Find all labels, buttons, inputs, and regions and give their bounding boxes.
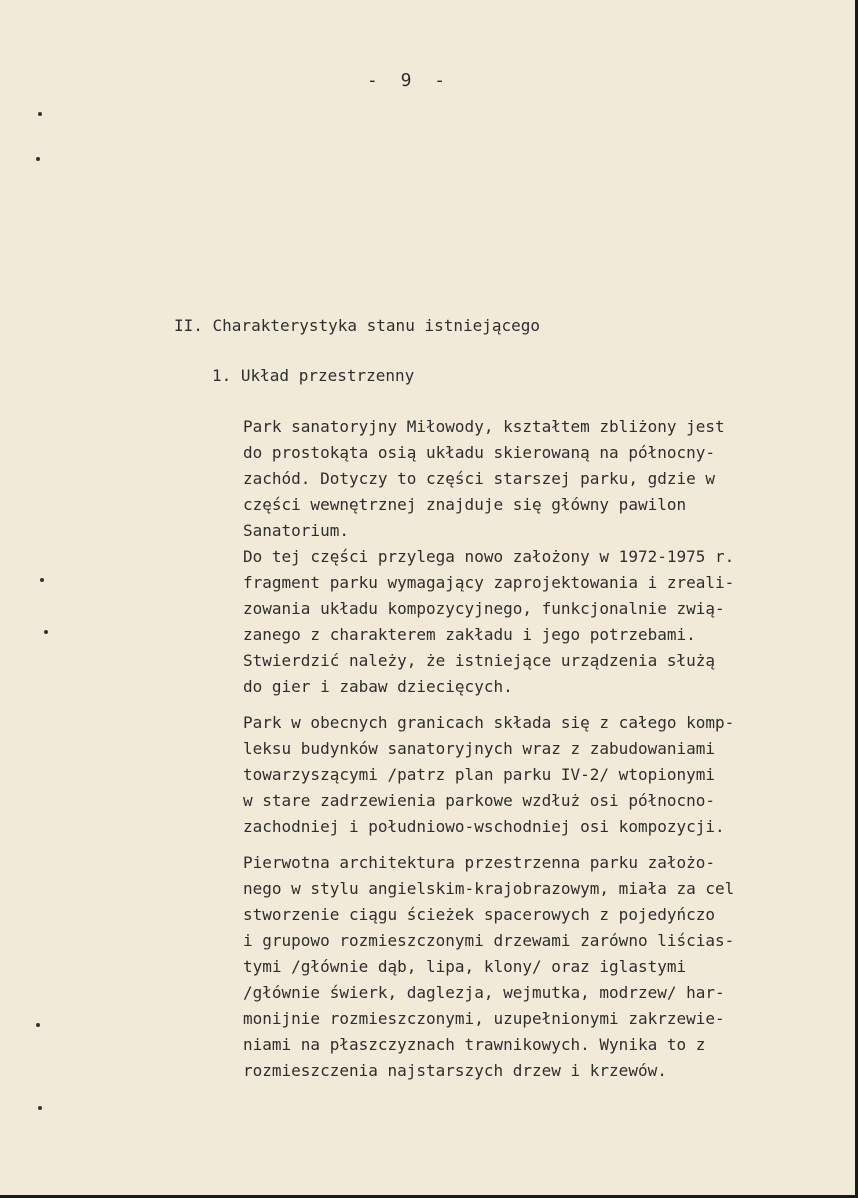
- scan-speck: [38, 1106, 42, 1110]
- text-line: tymi /głównie dąb, lipa, klony/ oraz iglastymi: [243, 957, 687, 976]
- text-line: Do tej części przylega nowo założony w 1972-1975 r.: [243, 547, 735, 566]
- text-line: zachód. Dotyczy to części starszej parku, gdzie w: [243, 469, 716, 488]
- scan-speck: [36, 157, 40, 161]
- text-line: stworzenie ciągu ścieżek spacerowych z pojedyńczo: [243, 905, 716, 924]
- text-line: Pierwotna architektura przestrzenna parku założo-: [243, 853, 716, 872]
- text-line: Park w obecnych granicach składa się z całego komp-: [243, 713, 735, 732]
- scan-speck: [38, 112, 42, 116]
- text-line: do gier i zabaw dziecięcych.: [243, 677, 513, 696]
- scan-speck: [40, 578, 44, 582]
- scan-speck: [36, 1023, 40, 1027]
- text-line: monijnie rozmieszczonymi, uzupełnionymi zakrzewie-: [243, 1009, 725, 1028]
- text-line: Stwierdzić należy, że istniejące urządzenia służą: [243, 651, 716, 670]
- text-line: zanego z charakterem zakładu i jego potrzebami.: [243, 625, 696, 644]
- text-line: Park sanatoryjny Miłowody, kształtem zbliżony jest: [243, 417, 725, 436]
- body-text: [243, 414, 803, 1084]
- text-line: części wewnętrznej znajduje się główny pawilon: [243, 495, 687, 514]
- text-line: leksu budynków sanatoryjnych wraz z zabudowaniami: [243, 739, 716, 758]
- text-line: Sanatorium.: [243, 521, 349, 540]
- section-heading: II. Charakterystyka stanu istniejącego: [174, 316, 541, 335]
- subsection-heading: 1. Układ przestrzenny: [212, 366, 415, 385]
- page-number: - 9 -: [366, 70, 452, 91]
- text-line: i grupowo rozmieszczonymi drzewami zarówno liścias-: [243, 931, 735, 950]
- text-line: w stare zadrzewienia parkowe wzdłuż osi północno-: [243, 791, 716, 810]
- text-line: nego w stylu angielskim-krajobrazowym, miała za cel: [243, 879, 735, 898]
- text-line: zowania układu kompozycyjnego, funkcjonalnie zwią-: [243, 599, 725, 618]
- text-line: /głównie świerk, daglezja, wejmutka, modrzew/ har-: [243, 983, 725, 1002]
- text-line: niami na płaszczyznach trawnikowych. Wynika to z: [243, 1035, 706, 1054]
- paragraph-1: [243, 414, 803, 700]
- scan-speck: [44, 630, 48, 634]
- text-line: towarzyszącymi /patrz plan parku IV-2/ wtopionymi: [243, 765, 716, 784]
- paragraph-3: [243, 850, 803, 1084]
- text-line: do prostokąta osią układu skierowaną na północny-: [243, 443, 716, 462]
- paragraph-2: [243, 710, 803, 840]
- text-line: rozmieszczenia najstarszych drzew i krzewów.: [243, 1061, 667, 1080]
- text-line: fragment parku wymagający zaprojektowania i zreali-: [243, 573, 735, 592]
- text-line: zachodniej i południowo-wschodniej osi kompozycji.: [243, 817, 725, 836]
